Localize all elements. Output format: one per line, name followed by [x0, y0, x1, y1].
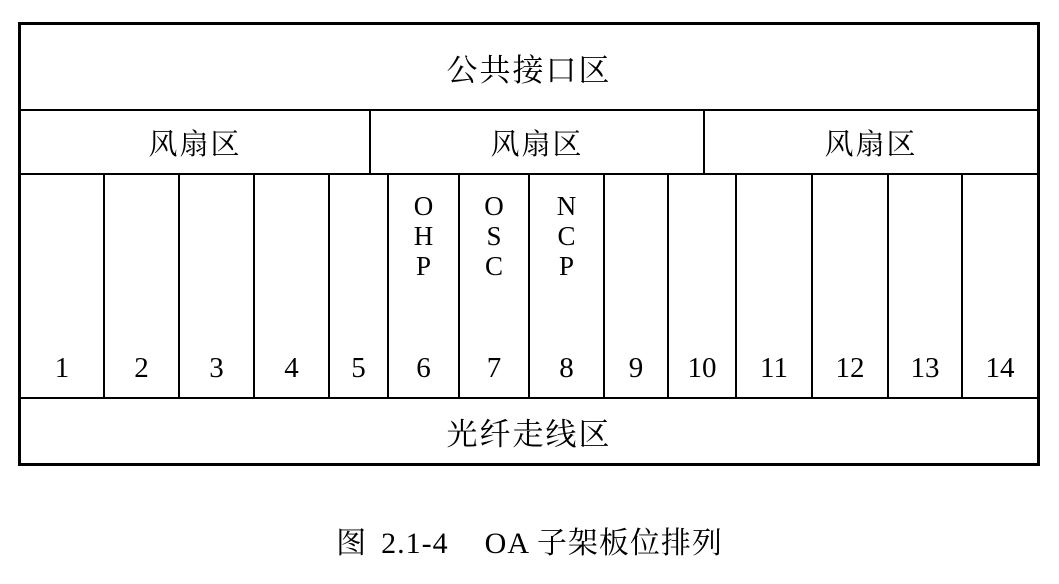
- fan-area-row: [21, 111, 1037, 175]
- slot-5-number: 5: [351, 352, 366, 384]
- figure-caption: [0, 518, 1059, 562]
- slot-1-number: 1: [54, 352, 70, 384]
- slot-8-card-ncp: N C P: [556, 191, 577, 282]
- public-interface-area: [21, 25, 1037, 111]
- slot-4: [255, 175, 330, 397]
- slot-13-number: 13: [910, 352, 940, 384]
- slot-row: [21, 175, 1037, 399]
- fan-area-1: [21, 111, 371, 173]
- slot-12-number: 12: [835, 352, 865, 384]
- caption-prefix: 图: [336, 527, 368, 560]
- fiber-routing-area: [21, 399, 1037, 463]
- fiber-routing-label: 光纤走线区: [446, 416, 612, 452]
- slot-8-number: 8: [559, 352, 574, 384]
- slot-7-number: 7: [486, 352, 502, 384]
- fan-area-3: [705, 111, 1037, 173]
- fan-area-1-label: 风扇区: [148, 128, 242, 161]
- slot-12: [813, 175, 889, 397]
- slot-3: [180, 175, 255, 397]
- slot-2: [105, 175, 180, 397]
- slot-10-number: 10: [687, 352, 717, 384]
- slot-9: [605, 175, 669, 397]
- slot-11-number: 11: [760, 352, 788, 384]
- slot-6-card-ohp: O H P: [413, 191, 434, 282]
- slot-11: [737, 175, 813, 397]
- fan-area-3-label: 风扇区: [824, 128, 918, 161]
- fan-area-2-label: 风扇区: [490, 128, 584, 161]
- slot-14: [963, 175, 1037, 397]
- fan-area-2: [371, 111, 705, 173]
- caption-title: OA 子架板位排列: [484, 527, 723, 560]
- slot-5: [330, 175, 389, 397]
- oa-subrack-slot-diagram: [18, 22, 1040, 466]
- slot-6: [389, 175, 460, 397]
- slot-1: [21, 175, 105, 397]
- slot-8: [530, 175, 605, 397]
- slot-13: [889, 175, 963, 397]
- slot-4-number: 4: [284, 352, 299, 384]
- caption-number: 2.1-4: [381, 527, 449, 560]
- slot-2-number: 2: [134, 352, 149, 384]
- slot-6-number: 6: [416, 352, 431, 384]
- slot-9-number: 9: [628, 352, 644, 384]
- slot-14-number: 14: [985, 352, 1015, 384]
- slot-10: [669, 175, 737, 397]
- slot-7-card-osc: O S C: [484, 191, 504, 282]
- slot-3-number: 3: [209, 352, 224, 384]
- slot-7: [460, 175, 530, 397]
- public-interface-label: 公共接口区: [446, 52, 612, 88]
